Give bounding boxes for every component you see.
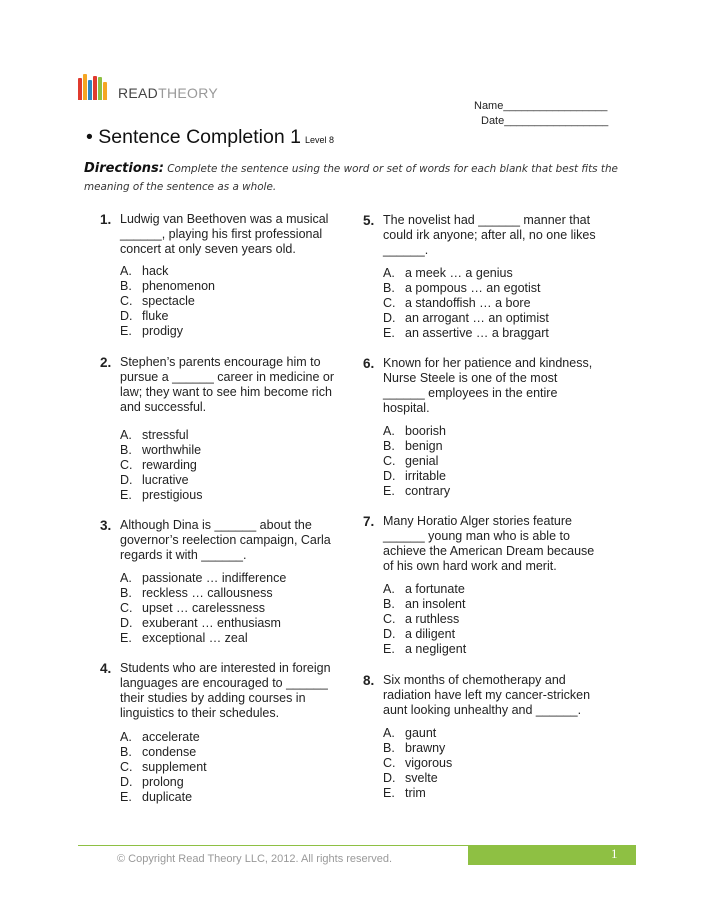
brand-theory: THEORY bbox=[158, 85, 218, 101]
option-letter: A. bbox=[383, 582, 395, 596]
answer-option bbox=[120, 790, 207, 805]
stem-line: Six months of chemotherapy and bbox=[383, 673, 566, 687]
stem-line: Nurse Steele is one of the most bbox=[383, 371, 558, 385]
stem-line: Although Dina is ______ about the bbox=[120, 518, 312, 532]
answer-option bbox=[383, 582, 466, 597]
option-text: fluke bbox=[142, 309, 169, 323]
option-text: genial bbox=[405, 454, 439, 468]
option-letter: E. bbox=[383, 484, 395, 498]
logo-book bbox=[98, 77, 102, 100]
directions-text: Complete the sentence using the word or set of words for each blank that best fits the meaning of the sentence as a whole. bbox=[84, 163, 618, 193]
answer-option bbox=[120, 601, 286, 616]
option-letter: A. bbox=[120, 730, 132, 744]
answer-option bbox=[120, 473, 202, 488]
answer-options bbox=[120, 730, 207, 805]
answer-option bbox=[120, 428, 202, 443]
option-letter: B. bbox=[120, 745, 132, 759]
answer-option bbox=[383, 454, 450, 469]
stem-line: and successful. bbox=[120, 400, 207, 414]
option-letter: C. bbox=[120, 760, 133, 774]
answer-option bbox=[383, 726, 452, 741]
brand-name bbox=[118, 85, 218, 101]
answer-option bbox=[383, 756, 452, 771]
option-text: a fortunate bbox=[405, 582, 465, 596]
stem-line: Many Horatio Alger stories feature bbox=[383, 514, 572, 528]
stem-line: pursue a ______ career in medicine or bbox=[120, 370, 335, 384]
option-letter: E. bbox=[383, 642, 395, 656]
answer-option bbox=[383, 786, 452, 801]
stem-line: ______. bbox=[383, 243, 429, 257]
page-number: 1 bbox=[611, 846, 618, 861]
option-text: a pompous … an egotist bbox=[405, 281, 541, 295]
answer-option bbox=[383, 439, 450, 454]
option-text: an assertive … a braggart bbox=[405, 326, 549, 340]
option-text: accelerate bbox=[142, 730, 200, 744]
option-letter: E. bbox=[120, 488, 132, 502]
answer-option bbox=[383, 469, 450, 484]
option-text: a ruthless bbox=[405, 612, 460, 626]
option-letter: A. bbox=[383, 424, 395, 438]
answer-option bbox=[120, 294, 215, 309]
answer-option bbox=[120, 745, 207, 760]
question-stem bbox=[120, 212, 328, 257]
answer-option bbox=[383, 597, 466, 612]
question-number: 7. bbox=[363, 514, 375, 529]
answer-option bbox=[383, 612, 466, 627]
option-text: irritable bbox=[405, 469, 446, 483]
question-stem bbox=[120, 518, 331, 563]
stem-line: of his own hard work and merit. bbox=[383, 559, 557, 573]
option-letter: E. bbox=[383, 786, 395, 800]
option-text: phenomenon bbox=[142, 279, 215, 293]
option-text: lucrative bbox=[142, 473, 189, 487]
answer-options bbox=[383, 266, 549, 341]
logo-book bbox=[83, 74, 87, 100]
option-text: brawny bbox=[405, 741, 446, 755]
option-letter: B. bbox=[120, 279, 132, 293]
answer-option bbox=[120, 571, 286, 586]
answer-options bbox=[383, 726, 452, 801]
option-text: svelte bbox=[405, 771, 438, 785]
answer-option bbox=[120, 309, 215, 324]
answer-option bbox=[120, 488, 202, 503]
copyright-notice: © Copyright Read Theory LLC, 2012. All rights reserved. bbox=[117, 853, 393, 865]
option-letter: B. bbox=[383, 281, 395, 295]
option-letter: D. bbox=[120, 473, 133, 487]
directions bbox=[84, 160, 619, 196]
option-text: duplicate bbox=[142, 790, 193, 804]
option-letter: D. bbox=[383, 311, 396, 325]
brand-read: READ bbox=[118, 85, 159, 101]
option-letter: A. bbox=[120, 428, 132, 442]
option-letter: C. bbox=[383, 756, 396, 770]
worksheet-title bbox=[86, 126, 334, 149]
answer-option bbox=[383, 296, 549, 311]
option-letter: C. bbox=[120, 294, 133, 308]
name-field: Name_________________ bbox=[474, 100, 608, 112]
question-stem bbox=[383, 213, 596, 258]
stem-line: could irk anyone; after all, no one likes bbox=[383, 228, 596, 242]
stem-line: The novelist had ______ manner that bbox=[383, 213, 591, 227]
option-letter: D. bbox=[120, 309, 133, 323]
stem-line: Students who are interested in foreign bbox=[120, 661, 331, 675]
title-text: Sentence Completion 1 bbox=[98, 126, 301, 148]
answer-option bbox=[383, 627, 466, 642]
answer-option bbox=[120, 775, 207, 790]
readtheory-logo-icon bbox=[78, 74, 108, 100]
option-text: passionate … indifference bbox=[142, 571, 287, 585]
stem-line: ______, playing his first professional bbox=[120, 227, 323, 241]
question-number: 3. bbox=[100, 518, 112, 533]
answer-option bbox=[383, 741, 452, 756]
stem-line: linguistics to their schedules. bbox=[120, 706, 280, 720]
option-text: rewarding bbox=[142, 458, 197, 472]
answer-option bbox=[120, 631, 286, 646]
answer-option bbox=[120, 279, 215, 294]
option-text: hack bbox=[142, 264, 169, 278]
option-text: trim bbox=[405, 786, 426, 800]
option-letter: A. bbox=[120, 571, 132, 585]
stem-line: their studies by adding courses in bbox=[120, 691, 306, 705]
option-text: an arrogant … an optimist bbox=[405, 311, 549, 325]
stem-line: hospital. bbox=[383, 401, 430, 415]
option-letter: D. bbox=[120, 616, 133, 630]
answer-option bbox=[120, 264, 215, 279]
option-text: vigorous bbox=[405, 756, 453, 770]
option-letter: C. bbox=[383, 296, 396, 310]
answer-option bbox=[383, 326, 549, 341]
question-stem bbox=[120, 661, 331, 721]
option-text: an insolent bbox=[405, 597, 466, 611]
answer-options bbox=[120, 264, 215, 339]
answer-options bbox=[120, 571, 286, 646]
stem-line: law; they want to see him become rich bbox=[120, 385, 332, 399]
option-text: condense bbox=[142, 745, 197, 759]
stem-line: aunt looking unhealthy and ______. bbox=[383, 703, 582, 717]
stem-line: regards it with ______. bbox=[120, 548, 247, 562]
question-stem bbox=[120, 355, 334, 415]
answer-option bbox=[383, 266, 549, 281]
answer-option bbox=[120, 443, 202, 458]
option-letter: E. bbox=[120, 790, 132, 804]
question-number: 1. bbox=[100, 212, 112, 227]
question-stem bbox=[383, 673, 590, 718]
option-letter: A. bbox=[120, 264, 132, 278]
answer-option bbox=[383, 642, 466, 657]
answer-option bbox=[120, 730, 207, 745]
answer-option bbox=[383, 311, 549, 326]
question-number: 8. bbox=[363, 673, 375, 688]
option-letter: D. bbox=[383, 771, 396, 785]
option-text: a meek … a genius bbox=[405, 266, 513, 280]
option-text: benign bbox=[405, 439, 443, 453]
stem-line: Stephen’s parents encourage him to bbox=[120, 355, 321, 369]
option-text: spectacle bbox=[142, 294, 195, 308]
option-letter: B. bbox=[120, 586, 132, 600]
option-letter: C. bbox=[120, 601, 133, 615]
option-letter: C. bbox=[383, 454, 396, 468]
title-bullet: • bbox=[86, 126, 93, 148]
question-number: 5. bbox=[363, 213, 375, 228]
level-label: Level 8 bbox=[304, 135, 334, 145]
option-text: prestigious bbox=[142, 488, 203, 502]
option-letter: E. bbox=[383, 326, 395, 340]
answer-options bbox=[383, 582, 466, 657]
option-text: exceptional … zeal bbox=[142, 631, 248, 645]
question-number: 6. bbox=[363, 356, 375, 371]
option-letter: D. bbox=[383, 469, 396, 483]
stem-line: ______ young man who is able to bbox=[383, 529, 570, 543]
option-letter: C. bbox=[120, 458, 133, 472]
logo-book bbox=[78, 78, 82, 100]
option-letter: B. bbox=[383, 741, 395, 755]
question-stem bbox=[383, 356, 592, 416]
option-letter: E. bbox=[120, 324, 132, 338]
answer-option bbox=[383, 281, 549, 296]
option-letter: E. bbox=[120, 631, 132, 645]
option-text: a diligent bbox=[405, 627, 456, 641]
option-text: boorish bbox=[405, 424, 446, 438]
question-number: 4. bbox=[100, 661, 112, 676]
option-letter: B. bbox=[383, 597, 395, 611]
answer-option bbox=[383, 771, 452, 786]
answer-option bbox=[120, 458, 202, 473]
answer-option bbox=[383, 484, 450, 499]
answer-option bbox=[383, 424, 450, 439]
option-letter: D. bbox=[120, 775, 133, 789]
option-text: prolong bbox=[142, 775, 184, 789]
option-letter: A. bbox=[383, 266, 395, 280]
option-text: prodigy bbox=[142, 324, 183, 338]
stem-line: ______ employees in the entire bbox=[383, 386, 558, 400]
stem-line: radiation have left my cancer-stricken bbox=[383, 688, 591, 702]
stem-line: governor’s reelection campaign, Carla bbox=[120, 533, 331, 547]
option-letter: C. bbox=[383, 612, 396, 626]
option-text: worthwhile bbox=[142, 443, 202, 457]
answer-option bbox=[120, 616, 286, 631]
answer-option bbox=[120, 324, 215, 339]
option-text: supplement bbox=[142, 760, 207, 774]
answer-options bbox=[120, 428, 202, 503]
option-letter: B. bbox=[120, 443, 132, 457]
logo-book bbox=[88, 80, 92, 100]
option-text: reckless … callousness bbox=[142, 586, 273, 600]
option-letter: B. bbox=[383, 439, 395, 453]
answer-option bbox=[120, 760, 207, 775]
option-text: gaunt bbox=[405, 726, 437, 740]
option-text: a standoffish … a bore bbox=[405, 296, 531, 310]
stem-line: languages are encouraged to ______ bbox=[120, 676, 328, 690]
stem-line: Ludwig van Beethoven was a musical bbox=[120, 212, 329, 226]
logo-book bbox=[103, 82, 107, 100]
stem-line: Known for her patience and kindness, bbox=[383, 356, 593, 370]
logo-book bbox=[93, 76, 97, 100]
option-text: contrary bbox=[405, 484, 451, 498]
option-text: a negligent bbox=[405, 642, 467, 656]
option-text: stressful bbox=[142, 428, 189, 442]
stem-line: concert at only seven years old. bbox=[120, 242, 296, 256]
directions-label: Directions: bbox=[84, 161, 164, 176]
option-text: upset … carelessness bbox=[142, 601, 265, 615]
question-number: 2. bbox=[100, 355, 112, 370]
answer-options bbox=[383, 424, 450, 499]
option-text: exuberant … enthusiasm bbox=[142, 616, 281, 630]
answer-option bbox=[120, 586, 286, 601]
option-letter: A. bbox=[383, 726, 395, 740]
option-letter: D. bbox=[383, 627, 396, 641]
date-field: Date_________________ bbox=[481, 115, 609, 127]
stem-line: achieve the American Dream because bbox=[383, 544, 595, 558]
question-stem bbox=[383, 514, 594, 574]
